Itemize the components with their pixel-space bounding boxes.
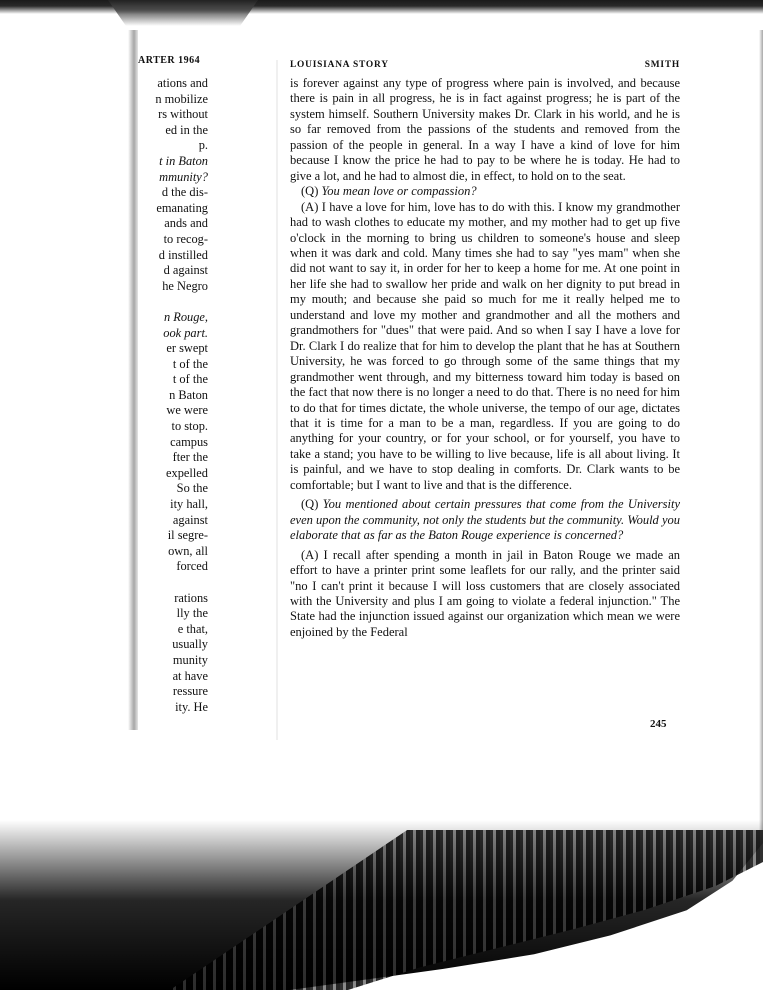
question-1: [290, 184, 680, 199]
page-edge-shadow: [759, 30, 763, 830]
left-page-line: t in Baton: [159, 153, 208, 168]
left-page-line: il segre-: [167, 528, 208, 543]
left-page-line: n Baton: [169, 387, 208, 402]
page-fold-line: [276, 60, 278, 740]
left-page-line: he Negro: [162, 278, 208, 293]
question-2-label: (Q): [301, 497, 319, 512]
left-page-line: forced: [176, 559, 208, 574]
left-page-line: against: [172, 512, 208, 527]
left-page-line: at have: [172, 668, 208, 683]
left-page-line: ations and: [157, 76, 208, 90]
answer-1: (A) I have a love for him, love has to do with this. I know my grandmother had to wash clothes to educate my mother, and my mother had to get up five o'clock in the morning to bring us children to someone's house and sleep when it was dark and cold. Many times she had to say "yes mam" when she did not want to say it, in order for her to keep a home for me. At one point in her life she had to swallow her pride and walk on her dignity to put bread in my mouth; and because she paid so much for me it really helped me to understand and love my mother and grandmother and all the mothers and grandmothers for "dues" that were paid. And so when I say I have a love for Dr. Clark I do realize that for him to develop the plant that he has at Southern University, he was forced to go through some of the same things that my grandmother went through, and my bitterness toward him today is based on the fact that now there is no longer a need to do that. There is no need for him to do that for times dictate, the whole universe, the tempo of our age, dictates that it is time for a man to be a man, regardless. If you are going to do anything for your country, or for your school, or for yourself, you have to take a stand; you have to be willing to live because, life is all about living. It is painful, and we have to stop dealing in comforts. Dr. Clark wants to be comfortable; but I want to live and that is the difference.: [290, 199, 680, 492]
scan-shadow-top-notch: [108, 0, 258, 26]
left-page-line: ressure: [172, 684, 208, 699]
left-page-line: ity. He: [175, 699, 208, 714]
question-2-text: You mentioned about certain pressures that come from the University even upon the community, not only the students but the community. Would you elaborate that as far as the Baton Rouge experience is concerned?: [290, 497, 681, 543]
left-page-fragment: [138, 55, 208, 715]
left-page-line: mmunity?: [159, 169, 208, 184]
left-page-line: n mobilize: [155, 91, 208, 106]
left-page-line: ands and: [164, 216, 208, 231]
left-page-line: ity hall,: [170, 497, 208, 512]
left-page-line: d against: [163, 263, 208, 278]
left-page-line: rs without: [158, 107, 208, 122]
left-page-line: campus: [170, 434, 208, 449]
paragraph-1: is forever against any type of progress where pain is involved, and because there is pain in all progress, he is in fact against progress; he is part of the system himself. Southern University makes Dr. Clark in his world, and he is so far removed from the passions of the students and removed from the passion of the people in general. In a way I have a kind of love for him because I know the price he had to pay to be where he is today. He had to give a lot, and he had to almost die, in effect, to hold on to the seat.: [290, 76, 680, 183]
left-page-line: [138, 575, 208, 591]
left-page-line: [138, 294, 208, 310]
left-page-line: ed in the: [165, 122, 208, 137]
running-head-title: LOUISIANA STORY: [290, 60, 389, 70]
left-page-line: own, all: [168, 543, 208, 558]
left-page-line: to recog-: [163, 231, 208, 246]
left-page-line: t of the: [172, 372, 208, 387]
left-page-line: n Rouge,: [163, 309, 208, 324]
left-page-line: So the: [176, 481, 208, 496]
left-page-line: munity: [172, 652, 208, 667]
running-head-author: SMITH: [644, 60, 680, 70]
left-page-lines: [138, 76, 208, 715]
left-page-line: we were: [166, 403, 208, 418]
page-number: 245: [650, 718, 667, 730]
left-page-line: to stop.: [171, 419, 208, 434]
left-page-line: er swept: [166, 341, 208, 356]
question-2: [290, 497, 680, 543]
left-page-line: fter the: [172, 450, 208, 465]
left-page-line: rations: [174, 590, 208, 605]
answer-2: (A) I recall after spending a month in jail in Baton Rouge we made an effort to have a printer print some leaflets for our rally, and the printer said "no I can't print it because I will loss customers that are closely associated with the University and plus I am going to violate a federal injunction." The State had the injunction issued against our organization which mean we were enjoined by the Federal: [290, 547, 680, 639]
left-page-line: e that,: [177, 621, 208, 636]
running-head: [290, 60, 680, 70]
left-page-line: usually: [172, 637, 208, 652]
left-page-line: t of the: [172, 356, 208, 371]
right-page: [290, 60, 681, 730]
question-1-text: You mean love or compassion?: [321, 184, 477, 199]
left-page-line: p.: [198, 138, 208, 153]
left-page-line: d instilled: [158, 247, 208, 262]
book-gutter-shadow: [128, 30, 138, 730]
left-page-line: emanating: [156, 200, 208, 215]
left-page-line: expelled: [166, 465, 208, 480]
left-page-line: lly the: [176, 606, 208, 621]
left-page-line: ook part.: [163, 325, 208, 340]
left-page-line: d the dis-: [161, 185, 208, 200]
question-1-label: (Q): [301, 184, 319, 199]
left-page-header: ARTER 1964: [138, 55, 201, 66]
